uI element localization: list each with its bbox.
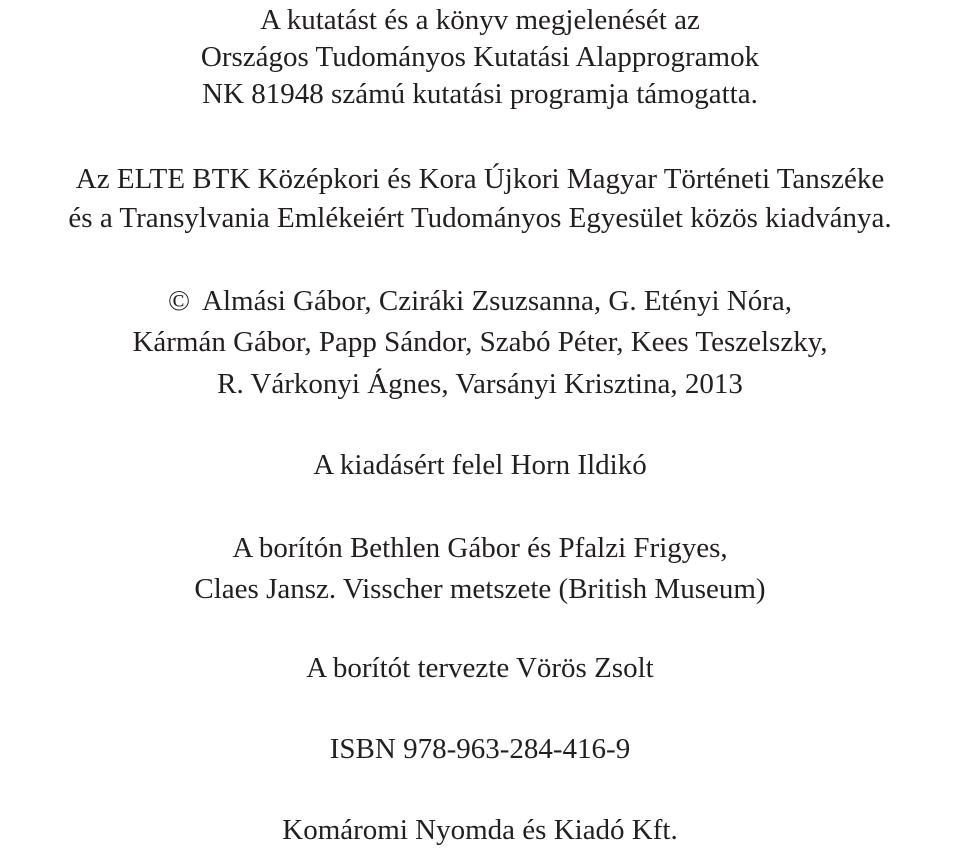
printer: Komáromi Nyomda és Kiadó Kft. <box>282 814 678 846</box>
publisher-note-line-1: Az ELTE BTK Középkori és Kora Újkori Magyar Történeti Tanszéke <box>75 163 885 195</box>
copyright-authors-1: Almási Gábor, Cziráki Zsuzsanna, G. Etényi Nóra, <box>202 285 792 317</box>
isbn: ISBN 978-963-284-416-9 <box>329 733 631 765</box>
cover-image-line-1: A borítón Bethlen Gábor és Pfalzi Frigyes, <box>232 532 728 564</box>
funding-line-1: A kutatást és a könyv megjelenését az <box>260 4 700 36</box>
cover-design: A borítót tervezte Vörös Zsolt <box>306 652 654 684</box>
responsible-publisher: A kiadásért felel Horn Ildikó <box>313 449 647 481</box>
copyright-icon: © <box>167 285 191 317</box>
funding-line-2: Országos Tudományos Kutatási Alapprogramok <box>200 41 760 73</box>
publisher-note-line-2: és a Transylvania Emlékeiért Tudományos Egyesület közös kiadványa. <box>68 202 892 234</box>
copyright-line-1 <box>0 283 960 319</box>
funding-line-3: NK 81948 számú kutatási programja támogatta. <box>202 78 758 110</box>
copyright-line-3: R. Várkonyi Ágnes, Varsányi Krisztina, 2013 <box>217 368 743 400</box>
cover-image-line-2: Claes Jansz. Visscher metszete (British Museum) <box>194 573 766 605</box>
copyright-line-2: Kármán Gábor, Papp Sándor, Szabó Péter, Kees Teszelszky, <box>132 326 828 358</box>
